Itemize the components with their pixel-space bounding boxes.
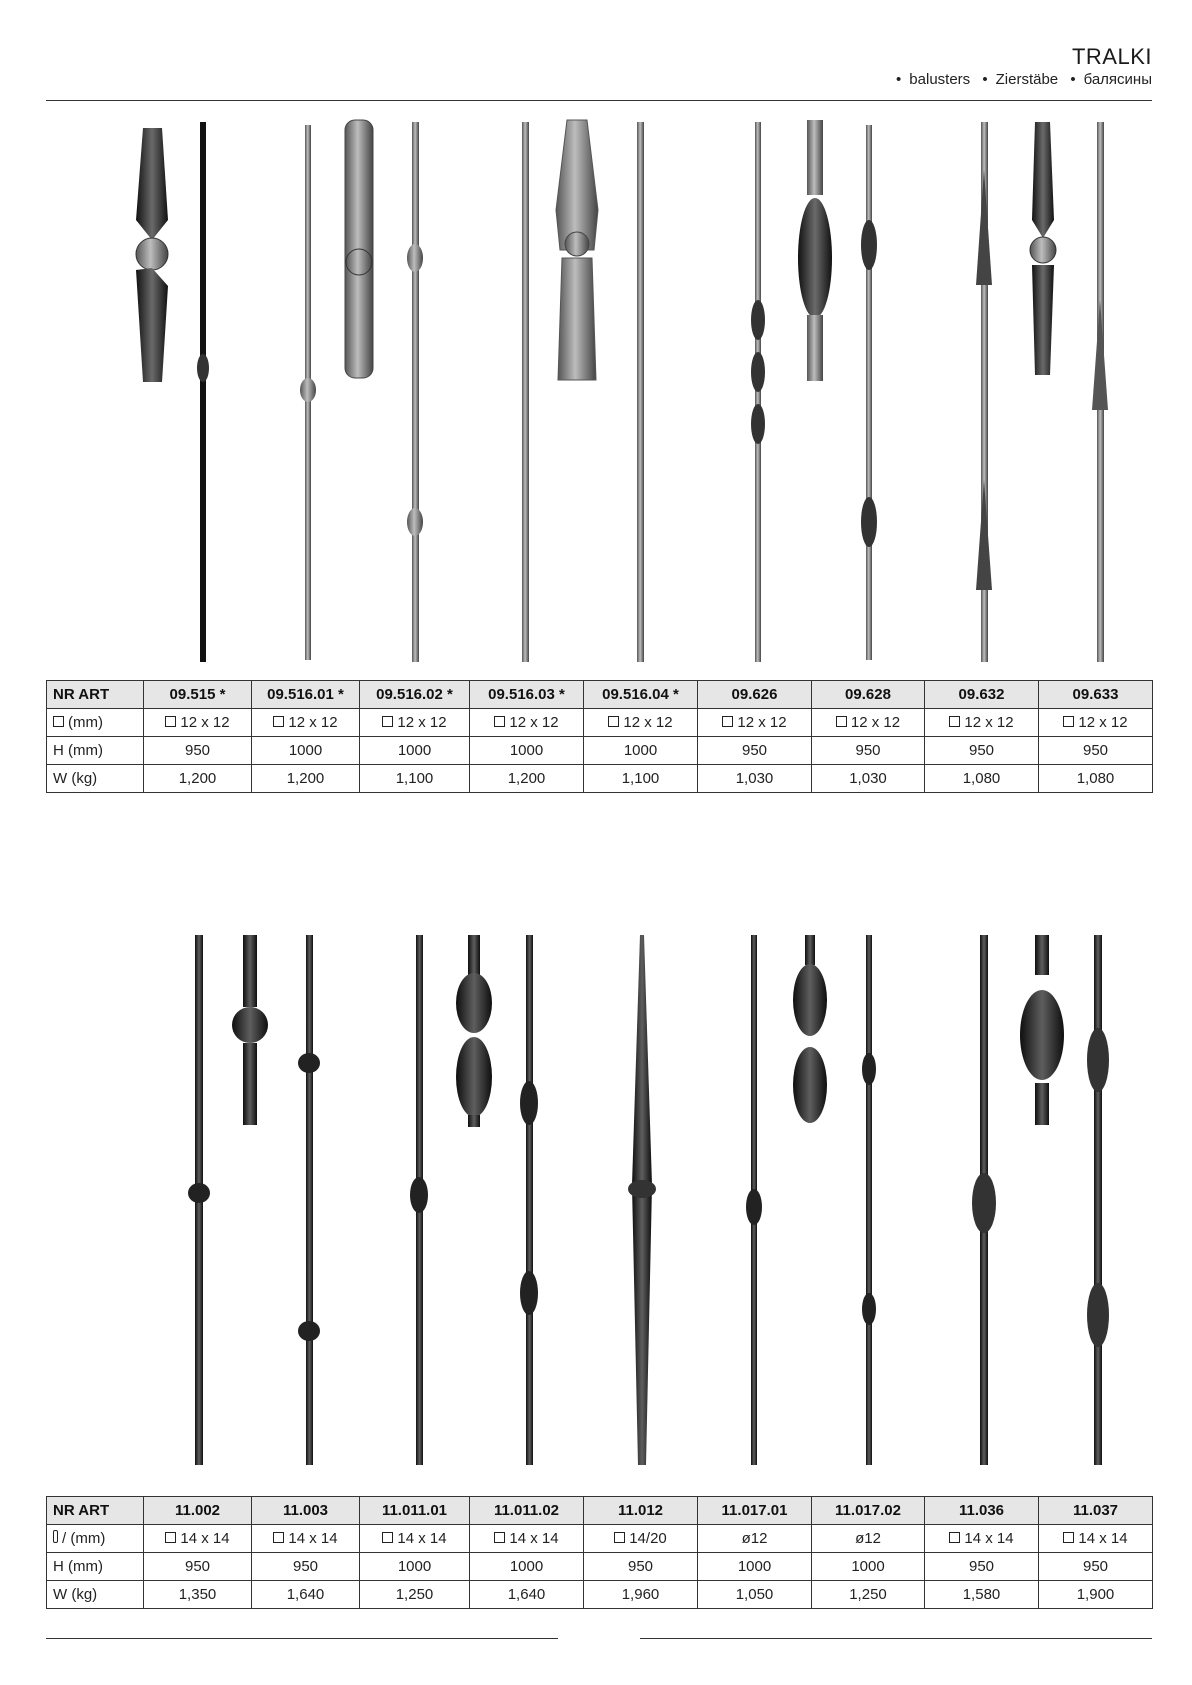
page-subtitle [888,71,1152,88]
table-row [47,1525,1153,1553]
baluster-09-516-03 [522,122,529,662]
round-bar-icon [53,1530,58,1543]
square-icon [494,1532,505,1543]
detail-09-515 [136,128,168,382]
height-cell: 950 [698,737,812,765]
square-icon [1063,716,1074,727]
square-icon [836,716,847,727]
baluster-11-017-02 [866,935,872,1465]
article-number: 11.017.02 [812,1497,925,1525]
square-icon [1063,1532,1074,1543]
table-row [47,737,1153,765]
square-icon [273,1532,284,1543]
article-number: 11.017.01 [698,1497,812,1525]
square-icon [165,716,176,727]
square-icon [949,716,960,727]
article-number: 09.516.04 * [584,681,698,709]
subtitle-de: Zierstäbe [995,71,1059,88]
baluster-11-003 [306,935,313,1465]
row-label-height: H (mm) [47,737,144,765]
height-cell: 950 [812,737,925,765]
square-icon [165,1532,176,1543]
size-cell: 12 x 12 [144,709,252,737]
square-icon [949,1532,960,1543]
article-number: 09.632 [925,681,1039,709]
size-cell: 12 x 12 [470,709,584,737]
weight-cell: 1,080 [925,765,1039,793]
square-icon [614,1532,625,1543]
detail-09-632 [1030,122,1056,375]
weight-cell: 1,640 [252,1581,360,1609]
detail-11-036 [1020,935,1064,1125]
weight-cell: 1,250 [360,1581,470,1609]
article-number: 11.036 [925,1497,1039,1525]
table-row [47,1553,1153,1581]
size-cell: 12 x 12 [360,709,470,737]
height-cell: 950 [252,1553,360,1581]
bullet-icon: • [896,71,902,88]
height-cell: 1000 [470,737,584,765]
weight-cell: 1,100 [360,765,470,793]
height-cell: 1000 [584,737,698,765]
article-number: 09.516.01 * [252,681,360,709]
table-row [47,1497,1153,1525]
table-row [47,1581,1153,1609]
size-cell: 12 x 12 [925,709,1039,737]
weight-cell: 1,960 [584,1581,698,1609]
detail-09-628 [798,120,832,381]
weight-cell: 1,250 [812,1581,925,1609]
article-number: 09.626 [698,681,812,709]
spec-table-bottom [46,1496,1153,1609]
height-cell: 950 [144,1553,252,1581]
article-number: 09.516.02 * [360,681,470,709]
size-cell: ø12 [698,1525,812,1553]
article-number: 11.037 [1039,1497,1153,1525]
weight-cell: 1,200 [252,765,360,793]
article-number: 09.515 * [144,681,252,709]
baluster-09-628 [866,125,872,660]
square-icon [608,716,619,727]
size-cell: 14 x 14 [360,1525,470,1553]
balusters-bottom-illustration [0,925,1192,1470]
weight-cell: 1,100 [584,765,698,793]
weight-cell: 1,050 [698,1581,812,1609]
height-cell: 1000 [252,737,360,765]
weight-cell: 1,200 [470,765,584,793]
weight-cell: 1,030 [698,765,812,793]
article-number: 11.002 [144,1497,252,1525]
baluster-09-515 [200,122,206,662]
height-cell: 1000 [470,1553,584,1581]
size-cell: 14 x 14 [252,1525,360,1553]
weight-cell: 1,200 [144,765,252,793]
baluster-09-516-02 [412,122,419,662]
height-cell: 950 [1039,737,1153,765]
size-cell: 12 x 12 [698,709,812,737]
size-cell: 12 x 12 [1039,709,1153,737]
subtitle-ru: балясины [1083,71,1152,88]
size-cell: ø12 [812,1525,925,1553]
baluster-11-037 [1094,935,1102,1465]
square-icon [382,716,393,727]
height-cell: 1000 [360,1553,470,1581]
spec-table-top [46,680,1153,793]
square-icon [494,716,505,727]
size-cell: 14/20 [584,1525,698,1553]
square-icon [273,716,284,727]
article-number: 09.628 [812,681,925,709]
bullet-icon: • [982,71,988,88]
detail-11-011-01 [456,935,492,1127]
table-row [47,681,1153,709]
article-number: 11.011.01 [360,1497,470,1525]
weight-cell: 1,350 [144,1581,252,1609]
height-cell: 950 [925,1553,1039,1581]
height-cell: 1000 [360,737,470,765]
table-row [47,709,1153,737]
detail-09-516-01 [345,120,373,378]
square-icon [53,716,64,727]
article-number: 09.633 [1039,681,1153,709]
page-title: TRALKI [1071,44,1152,69]
height-cell: 1000 [698,1553,812,1581]
height-cell: 1000 [812,1553,925,1581]
size-cell: 14 x 14 [144,1525,252,1553]
weight-cell: 1,640 [470,1581,584,1609]
bullet-icon: • [1070,71,1076,88]
weight-cell: 1,080 [1039,765,1153,793]
weight-cell: 1,030 [812,765,925,793]
detail-09-516-03 [556,120,598,380]
detail-11-017-01 [793,935,827,1123]
table-header-label: NR ART [47,1497,144,1525]
row-label-weight: W (kg) [47,765,144,793]
height-cell: 950 [1039,1553,1153,1581]
table-header-label: NR ART [47,681,144,709]
size-cell: 12 x 12 [812,709,925,737]
weight-cell: 1,580 [925,1581,1039,1609]
baluster-11-011-02 [526,935,533,1465]
height-cell: 950 [584,1553,698,1581]
balusters-top-illustration [0,110,1192,670]
row-label-size: (mm) [47,709,144,737]
weight-cell: 1,900 [1039,1581,1153,1609]
size-cell: 12 x 12 [584,709,698,737]
height-cell: 950 [144,737,252,765]
height-cell: 950 [925,737,1039,765]
baluster-09-516-04 [637,122,644,662]
article-number: 09.516.03 * [470,681,584,709]
table-row [47,765,1153,793]
size-cell: 12 x 12 [252,709,360,737]
subtitle-en: balusters [909,71,971,88]
article-number: 11.012 [584,1497,698,1525]
detail-11-002 [232,935,268,1125]
size-cell: 14 x 14 [925,1525,1039,1553]
footer-divider-right [640,1638,1152,1639]
row-label-height: H (mm) [47,1553,144,1581]
row-label-size: / (mm) [47,1525,144,1553]
article-number: 11.003 [252,1497,360,1525]
square-icon [382,1532,393,1543]
baluster-11-012 [632,935,652,1465]
square-icon [722,716,733,727]
footer-divider-left [46,1638,558,1639]
header-divider [46,100,1152,101]
size-cell: 14 x 14 [470,1525,584,1553]
row-label-weight: W (kg) [47,1581,144,1609]
size-cell: 14 x 14 [1039,1525,1153,1553]
article-number: 11.011.02 [470,1497,584,1525]
